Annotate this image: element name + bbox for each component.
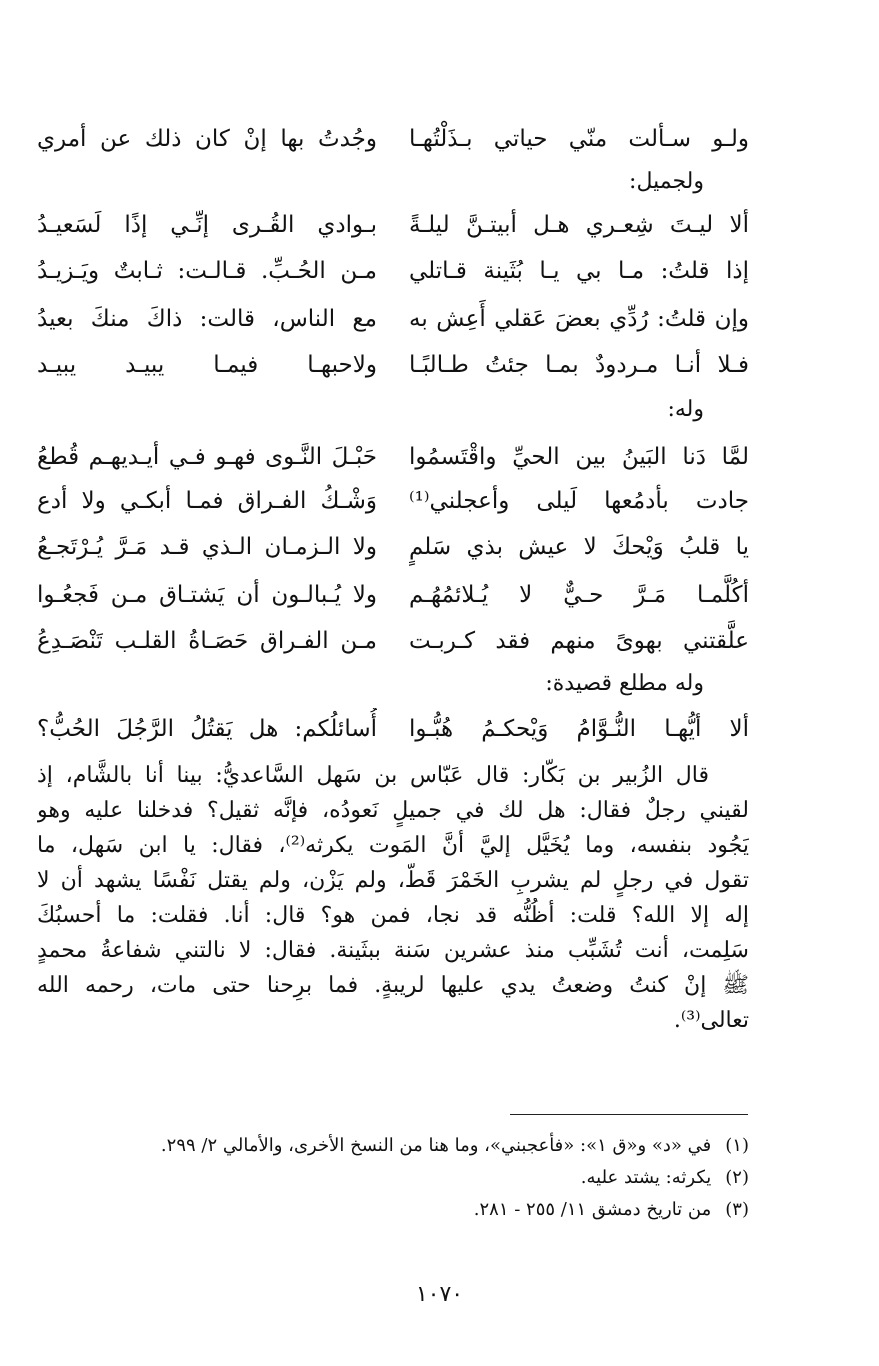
section-intro: وله: [667, 397, 704, 422]
verse-first-hemistich: لمَّا دَنا البَينُ بين الحيِّ واقْتَسمُوا [409, 444, 749, 470]
section-intro: وله مطلع قصيدة: [545, 671, 704, 696]
footnote [37, 1196, 749, 1224]
page-number: ١٠٧٠ [415, 1282, 464, 1307]
verse-second-hemistich: حَبْـلَ النَّـوى فهـو فـي أيـديهـم قُطعُ [37, 444, 377, 470]
verse-second-hemistich: أُسائلُكم: هل يَقتُلُ الرَّجُلَ الحُبُّ؟ [37, 716, 377, 742]
verse-first-hemistich: يا قلبُ وَيْحكَ لا عيش بذي سَلمٍ [409, 534, 749, 560]
verse-line [37, 480, 749, 522]
verse-second-hemistich: بـوادي القُـرى إنِّـي إذًا لَسَعيـدُ [37, 212, 377, 238]
verse-first-hemistich: جادت بأدمُعها لَيلى وأعجلني⁽¹⁾ [409, 488, 749, 514]
footnote-text: يكرثه: يشتد عليه. [580, 1167, 712, 1188]
verse-line [37, 298, 749, 340]
footnote-number: (١) [725, 1135, 749, 1156]
footnote-divider [510, 1114, 748, 1115]
verse-first-hemistich: وإن قلتُ: رُدِّي بعضَ عَقلي أَعِش به [409, 306, 749, 332]
footnote-text: من تاريخ دمشق ١١/ ٢٥٥ - ٢٨١. [473, 1199, 712, 1220]
verse-first-hemistich: علَّقتني بهوىً منهم فقد كـربـت [409, 628, 749, 654]
prose-line: يَجُود بنفسه، وما يُخَيَّل إليَّ أنَّ المَوت يكرثه⁽²⁾، فقال: يا ابن سَهل، ما [37, 833, 749, 858]
verse-first-hemistich: ألا أيُّهـا النُّـوَّامُ وَيْحكـمُ هُبُّـوا [409, 716, 749, 742]
footnote-number: (٣) [725, 1199, 749, 1220]
prose-line: إله إلا الله؟ قلت: أظُنُّه قد نجا، فمن هو؟ قال: أنا. فقلت: ما أحسبُكَ [37, 903, 749, 928]
prose-line: سَلِمت، أنت تُشَبِّب منذ عشرين سَنة ببثَينة. فقال: لا نالتني شفاعةُ محمدٍ [37, 938, 749, 963]
prose-line: ﷺ إنْ كنتُ وضعتُ يدي عليها لريبةٍ. فما برِحنا حتى مات، رحمه الله [37, 973, 749, 998]
verse-second-hemistich: مـن الحُـبِّ. قـالـت: ثـابتٌ ويَـزيـدُ [37, 258, 377, 284]
verse-line [37, 118, 749, 160]
verse-second-hemistich: وَشْـكُ الفـراق فمـا أبكـي ولا أدع [37, 488, 377, 514]
section-intro: ولجميل: [629, 169, 704, 194]
prose-line: لقيني رجلٌ فقال: هل لك في جميلٍ نَعودُه، فإنَّه ثقيل؟ فدخلنا عليه وهو [37, 798, 749, 823]
footnote [37, 1164, 749, 1192]
verse-second-hemistich: وجُدتُ بها إنْ كان ذلك عن أمري [37, 126, 377, 152]
verse-second-hemistich: ولا يُـبالـون أن يَشتـاق مـن فَجعُـوا [37, 582, 377, 608]
verse-first-hemistich: إذا قلتُ: مـا بي يـا بُثَينة قـاتلي [409, 258, 749, 284]
verse-line [37, 574, 749, 616]
footnote-number: (٢) [725, 1167, 749, 1188]
prose-line: قال الزُبير بن بَكّار: قال عَبّاس بن سَهل السَّاعديُّ: بينا أنا بالشَّام، إذ [37, 763, 709, 788]
verse-first-hemistich: أكُلَّمـا مَـرَّ حـيٌّ لا يُـلائمُهُـم [409, 582, 749, 608]
verse-line [37, 620, 749, 662]
verse-first-hemistich: فـلا أنـا مـردودٌ بمـا جئتُ طـالبًـا [409, 352, 749, 378]
prose-line: تقول في رجلٍ لم يشربِ الخَمْرَ قَطُّ، ولم يَزْن، ولم يقتل نَفْسًا يشهد أن لا [37, 868, 749, 893]
verse-second-hemistich: ولا الـزمـان الـذي قـد مَـرَّ يُـرْتَجـعُ [37, 534, 377, 560]
verse-second-hemistich: مـن الفـراق حَصَـاةُ القلـب تَنْصَـدِعُ [37, 628, 377, 654]
verse-line [37, 250, 749, 292]
verse-line [37, 526, 749, 568]
prose-paragraph [37, 758, 749, 1038]
verse-first-hemistich: ولـو سـألت منّي حياتي بـذَلْتُهـا [409, 126, 749, 152]
prose-line: تعالى⁽³⁾. [673, 1008, 749, 1033]
verse-line [37, 708, 749, 750]
footnote-text: في «د» و«ق ١»: «فأعجبني»، وما هنا من النسخ الأخرى، والأمالي ٢/ ٢٩٩. [160, 1135, 712, 1156]
verse-line [37, 204, 749, 246]
verse-first-hemistich: ألا ليـتَ شِعـري هـل أبيتـنَّ ليلـةً [409, 212, 749, 238]
verse-line [37, 344, 749, 386]
verse-second-hemistich: ولاحبهـا فيمـا يبيـد يبيـد [37, 352, 377, 378]
footnote [37, 1132, 749, 1160]
verse-line [37, 436, 749, 478]
verse-second-hemistich: مع الناس، قالت: ذاكَ منكَ بعيدُ [37, 306, 377, 332]
